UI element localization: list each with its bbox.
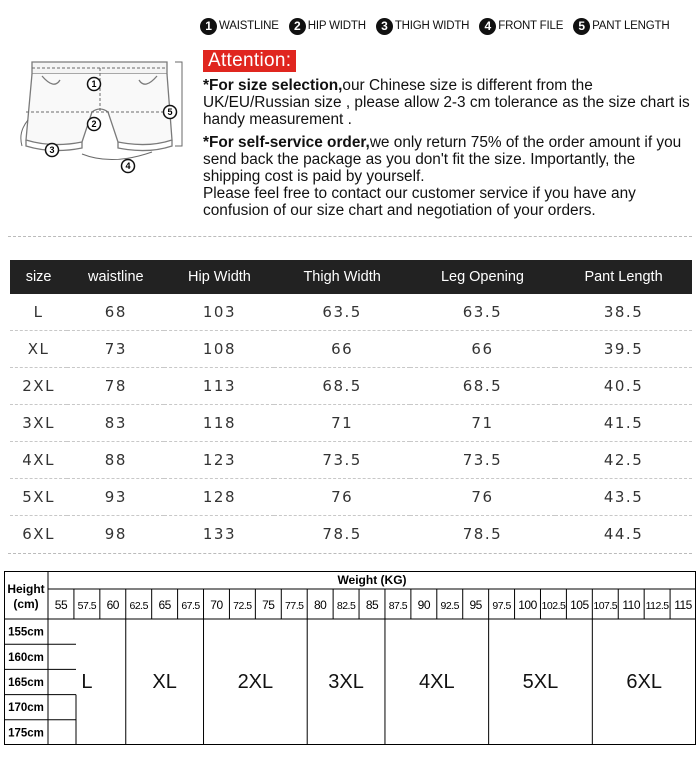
size-label: 4XL — [419, 671, 455, 693]
legend-label: FRONT FILE — [498, 20, 564, 32]
diagram-number: 5 — [167, 107, 173, 118]
table-cell: 3XL — [10, 405, 67, 442]
table-row — [10, 516, 692, 553]
weight-value: 70 — [210, 598, 223, 612]
column-header: waistline — [67, 260, 164, 294]
weight-value: 75 — [262, 598, 275, 612]
weight-value: 95 — [469, 598, 482, 612]
column-header: Thigh Width — [274, 260, 409, 294]
table-cell: 73.5 — [410, 442, 555, 479]
table-cell: 76 — [274, 479, 409, 516]
height-unit: (cm) — [13, 597, 39, 611]
size-table-header — [10, 260, 692, 294]
weight-value: 62.5 — [129, 600, 148, 612]
number-badge: 2 — [289, 18, 306, 35]
height-value: 170cm — [8, 702, 44, 715]
weight-value: 92.5 — [440, 600, 459, 612]
weight-value: 85 — [365, 598, 379, 612]
legend-item — [289, 18, 366, 35]
legend-item — [479, 18, 563, 35]
number-badge: 1 — [200, 18, 217, 35]
note-text: we only return 75% of the order amount if you send back the package as you don't fit the size. Importantly, the shipping cost is paid by yourself. — [203, 134, 682, 185]
divider — [8, 236, 692, 237]
table-cell: 71 — [410, 405, 555, 442]
legend-item — [200, 18, 279, 35]
weight-value: 72.5 — [233, 600, 252, 612]
weight-value: 65 — [158, 598, 171, 612]
table-row — [10, 479, 692, 516]
weight-label: Weight (KG) — [337, 573, 407, 587]
legend-label: THIGH WIDTH — [394, 20, 470, 32]
table-cell: 2XL — [10, 368, 67, 405]
table-cell: 98 — [104, 525, 127, 543]
size-label: 6XL — [626, 671, 662, 693]
table-cell: 73 — [67, 331, 164, 368]
table-cell: 42.5 — [555, 442, 692, 479]
weight-value: 110 — [622, 598, 641, 612]
note-bold: *For self-service order, — [203, 134, 370, 151]
table-cell: 78 — [67, 368, 164, 405]
size-label: L — [81, 671, 93, 693]
weight-value: 97.5 — [492, 600, 511, 612]
table-cell: 41.5 — [555, 405, 692, 442]
table-cell: 38.5 — [555, 294, 692, 331]
table-cell: 39.5 — [555, 331, 692, 368]
table-cell: 78.5 — [322, 525, 362, 543]
weight-value: 102.5 — [541, 600, 566, 612]
table-cell: 6XL — [22, 525, 55, 543]
table-cell: 113 — [164, 368, 274, 405]
note-return-policy — [203, 134, 693, 219]
weight-value: 55 — [54, 598, 68, 612]
table-cell: 108 — [164, 331, 274, 368]
table-cell: 78.5 — [462, 525, 503, 543]
legend-label: HIP WIDTH — [307, 20, 366, 32]
weight-value: 87.5 — [388, 600, 408, 612]
diagram-number: 3 — [49, 145, 55, 156]
weight-value: 107.5 — [593, 600, 618, 612]
height-value: 175cm — [8, 727, 44, 740]
diagram-number: 4 — [125, 161, 131, 172]
shorts-diagram — [12, 50, 187, 180]
weight-value: 90 — [417, 598, 431, 612]
weight-value: 112.5 — [645, 600, 669, 612]
table-cell: 4XL — [10, 442, 67, 479]
column-header: Hip Width — [164, 260, 274, 294]
table-cell: 68.5 — [274, 368, 409, 405]
table-cell: 83 — [67, 405, 164, 442]
table-cell: 43.5 — [555, 479, 692, 516]
height-value: 165cm — [8, 677, 44, 689]
height-value: 160cm — [8, 651, 44, 664]
number-badge: 5 — [573, 18, 590, 35]
table-cell: 5XL — [10, 479, 67, 516]
weight-value: 60 — [106, 598, 119, 612]
height-value: 155cm — [8, 626, 44, 639]
table-row — [10, 405, 692, 442]
weight-value: 67.5 — [181, 600, 200, 612]
legend-item — [376, 18, 469, 35]
table-cell: XL — [10, 331, 67, 368]
table-cell: 73.5 — [274, 442, 409, 479]
table-cell: 88 — [67, 442, 164, 479]
table-cell: 40.5 — [555, 368, 692, 405]
table-row — [10, 294, 692, 331]
table-cell: 103 — [164, 294, 274, 331]
table-row — [10, 442, 692, 479]
table-cell: 76 — [410, 479, 555, 516]
weight-value: 57.5 — [77, 600, 97, 612]
diagram-number: 1 — [91, 79, 97, 90]
table-cell: 71 — [274, 405, 409, 442]
table-cell: 68.5 — [410, 368, 555, 405]
table-cell: 66 — [410, 331, 555, 368]
measurement-legend — [200, 15, 695, 37]
size-label: 5XL — [522, 671, 559, 693]
weight-value: 100 — [518, 598, 537, 612]
table-cell: 93 — [67, 479, 164, 516]
size-notes — [203, 77, 693, 219]
attention-heading: Attention: — [203, 50, 296, 72]
table-cell: 63.5 — [274, 294, 409, 331]
diagram-number: 2 — [91, 119, 97, 130]
size-label: XL — [152, 671, 177, 693]
height-label: Height — [7, 582, 45, 596]
weight-value: 80 — [313, 598, 327, 612]
table-cell: 68 — [67, 294, 164, 331]
weight-value: 115 — [674, 598, 692, 612]
note-size-selection — [203, 77, 693, 128]
column-header: Pant Length — [555, 260, 692, 294]
size-label: 2XL — [237, 671, 274, 693]
table-row — [10, 368, 692, 405]
note-contact: Please feel free to contact our customer service if you have any confusion of our size chart and negotiation of your orders. — [203, 185, 636, 219]
table-cell: L — [10, 294, 67, 331]
table-cell: 133 — [202, 525, 237, 543]
table-cell: 128 — [164, 479, 274, 516]
note-bold: *For size selection, — [203, 77, 343, 94]
number-badge: 3 — [376, 18, 393, 35]
legend-label: WAISTLINE — [219, 20, 279, 32]
table-cell: 123 — [164, 442, 274, 479]
legend-label: PANT LENGTH — [592, 20, 670, 32]
note-text: our Chinese size is different from the UK/EU/Russian size , please allow 2-3 cm tolerance as the size chart is handy measurement . — [203, 77, 690, 128]
table-cell: 63.5 — [410, 294, 555, 331]
column-header: size — [10, 260, 67, 294]
column-header: Leg Opening — [410, 260, 555, 294]
table-cell: 66 — [274, 331, 409, 368]
table-row — [10, 331, 692, 368]
legend-item — [573, 18, 669, 35]
size-label: 3XL — [328, 671, 364, 693]
size-table — [10, 260, 692, 552]
table-cell: 118 — [164, 405, 274, 442]
weight-value: 82.5 — [336, 600, 356, 612]
divider — [8, 553, 692, 554]
height-weight-chart — [4, 571, 696, 745]
table-cell: 44.5 — [603, 525, 644, 543]
weight-value: 77.5 — [285, 600, 304, 612]
weight-value: 105 — [570, 598, 589, 612]
number-badge: 4 — [479, 18, 496, 35]
